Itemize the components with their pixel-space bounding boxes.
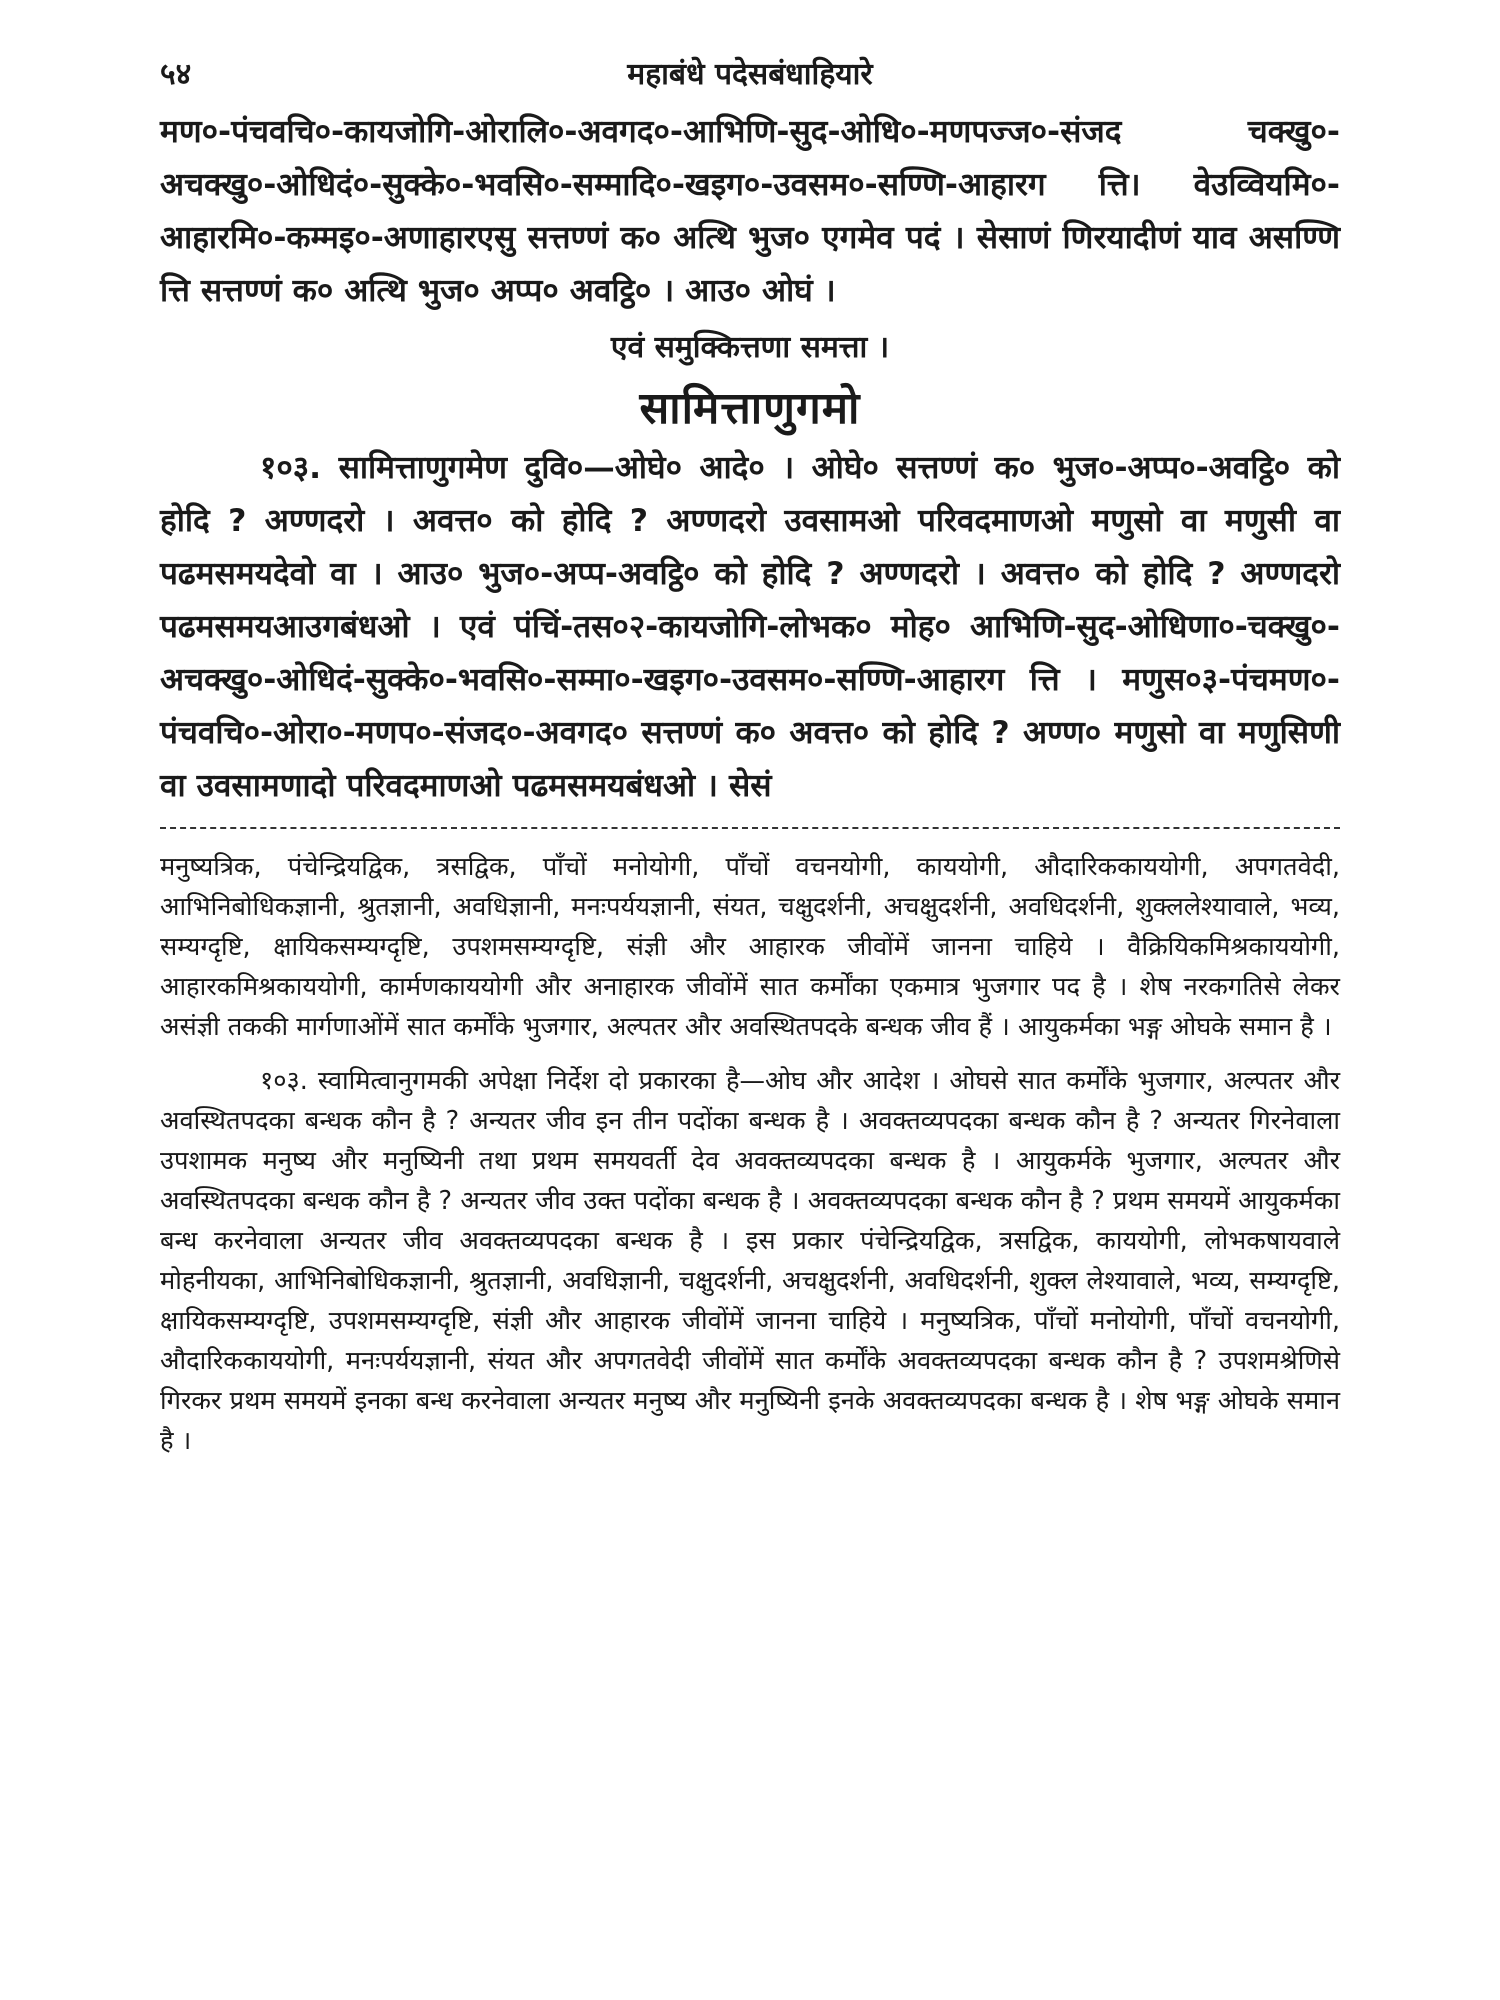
prakrit-paragraph-1: मण०-पंचवचि०-कायजोगि-ओरालि०-अवगद०-आभिणि-सुद-ओधि०-मणपज्ज०-संजद चक्खु०-अचक्खु०-ओधिदं०-सुक्के०-भवसि०-सम्मादि०-खइग०-उवसम०-सण्णि-आहारग त्ति। वेउव्वियमि०-आहारमि०-कम्मइ०-अणाहारएसु सत्तण्णं क० अत्थि भुज० एगमेव पदं । सेसाणं णिरयादीणं याव असण्णि त्ति सत्तण्णं क० अत्थि भुज० अप्प० अवट्ठि० । आउ० ओघं । <box>160 114 1340 309</box>
hindi-translation-paragraph-103: १०३. स्वामित्वानुगमकी अपेक्षा निर्देश दो प्रकारका है—ओघ और आदेश । ओघसे सात कर्मोंके भुजगार, अल्पतर और अवस्थितपदका बन्धक कौन है ? अन्यतर जीव इन तीन पदोंका बन्धक है । अवक्तव्यपदका बन्धक कौन है ? अन्यतर गिरनेवाला उपशामक मनुष्य और मनुष्यिनी तथा प्रथम समयवर्ती देव अवक्तव्यपदका बन्धक है । आयुकर्मके भुजगार, अल्पतर और अवस्थितपदका बन्धक कौन है ? अन्यतर जीव उक्त पदोंका बन्धक है । अवक्तव्यपदका बन्धक कौन है ? प्रथम समयमें आयुकर्मका बन्ध करनेवाला अन्यतर जीव अवक्तव्यपदका बन्धक है । इस प्रकार पंचेन्द्रियद्विक, त्रसद्विक, काययोगी, लोभकषायवाले मोहनीयका, आभिनिबोधिकज्ञानी, श्रुतज्ञानी, अवधिज्ञानी, चक्षुदर्शनी, अचक्षुदर्शनी, अवधिदर्शनी, शुक्ल लेश्यावाले, भव्य, सम्यग्दृष्टि, क्षायिकसम्यग्दृष्टि, उपशमसम्यग्दृष्टि, संज्ञी और आहारक जीवोंमें जानना चाहिये । मनुष्यत्रिक, पाँचों मनोयोगी, पाँचों वचनयोगी, औदारिककाययोगी, मनःपर्ययज्ञानी, संयत और अपगतवेदी जीवोंमें सात कर्मोंके अवक्तव्यपदका बन्धक कौन है ? उपशमश्रेणिसे गिरकर प्रथम समयमें इनका बन्ध करनेवाला अन्यतर मनुष्य और मनुष्यिनी इनके अवक्तव्यपदका बन्धक है । शेष भङ्ग ओघके समान है । <box>160 1066 1340 1456</box>
prakrit-paragraph-103: १०३. सामित्ताणुगमेण दुवि०—ओघे० आदे० । ओघे० सत्तण्णं क० भुज०-अप्प०-अवट्ठि० को होदि ? अण्णदरो । अवत्त० को होदि ? अण्णदरो उवसामओ परिवदमाणओ मणुसो वा मणुसी वा पढमसमयदेवो वा । आउ० भुज०-अप्प-अवट्ठि० को होदि ? अण्णदरो । अवत्त० को होदि ? अण्णदरो पढमसमयआउगबंधओ । एवं पंचिं-तस०२-कायजोगि-लोभक० मोह० आभिणि-सुद-ओधिणा०-चक्खु०-अचक्खु०-ओधिदं-सुक्के०-भवसि०-सम्मा०-खइग०-उवसम०-सण्णि-आहारग त्ति । मणुस०३-पंचमण०-पंचवचि०-ओरा०-मणप०-संजद०-अवगद० सत्तण्णं क० अवत्त० को होदि ? अण्ण० मणुसो वा मणुसिणी वा उवसामणादो परिवदमाणओ पढमसमयबंधओ । सेसं <box>160 450 1340 804</box>
page-header <box>160 52 1340 102</box>
book-page <box>160 52 1340 1972</box>
section-closing-line: एवं समुक्कित्तणा समत्ता । <box>610 330 890 365</box>
page-number: ५४ <box>160 57 192 92</box>
text-translation-divider <box>160 827 1340 829</box>
running-title: महाबंधे पदेसबंधाहियारे <box>627 57 873 92</box>
section-heading: सामित्ताणुगमो <box>639 383 861 434</box>
hindi-translation-paragraph-1: मनुष्यत्रिक, पंचेन्द्रियद्विक, त्रसद्विक, पाँचों मनोयोगी, पाँचों वचनयोगी, काययोगी, औदारिककाययोगी, अपगतवेदी, आभिनिबोधिकज्ञानी, श्रुतज्ञानी, अवधिज्ञानी, मनःपर्ययज्ञानी, संयत, चक्षुदर्शनी, अचक्षुदर्शनी, अवधिदर्शनी, शुक्ललेश्यावाले, भव्य, सम्यग्दृष्टि, क्षायिकसम्यग्दृष्टि, उपशमसम्यग्दृष्टि, संज्ञी और आहारक जीवोंमें जानना चाहिये । वैक्रियिकमिश्रकाययोगी, आहारकमिश्रकाययोगी, कार्मणकाययोगी और अनाहारक जीवोंमें सात कर्मोंका एकमात्र भुजगार पद है । शेष नरकगतिसे लेकर असंज्ञी तककी मार्गणाओंमें सात कर्मोंके भुजगार, अल्पतर और अवस्थितपदके बन्धक जीव हैं । आयुकर्मका भङ्ग ओघके समान है । <box>160 852 1340 1042</box>
